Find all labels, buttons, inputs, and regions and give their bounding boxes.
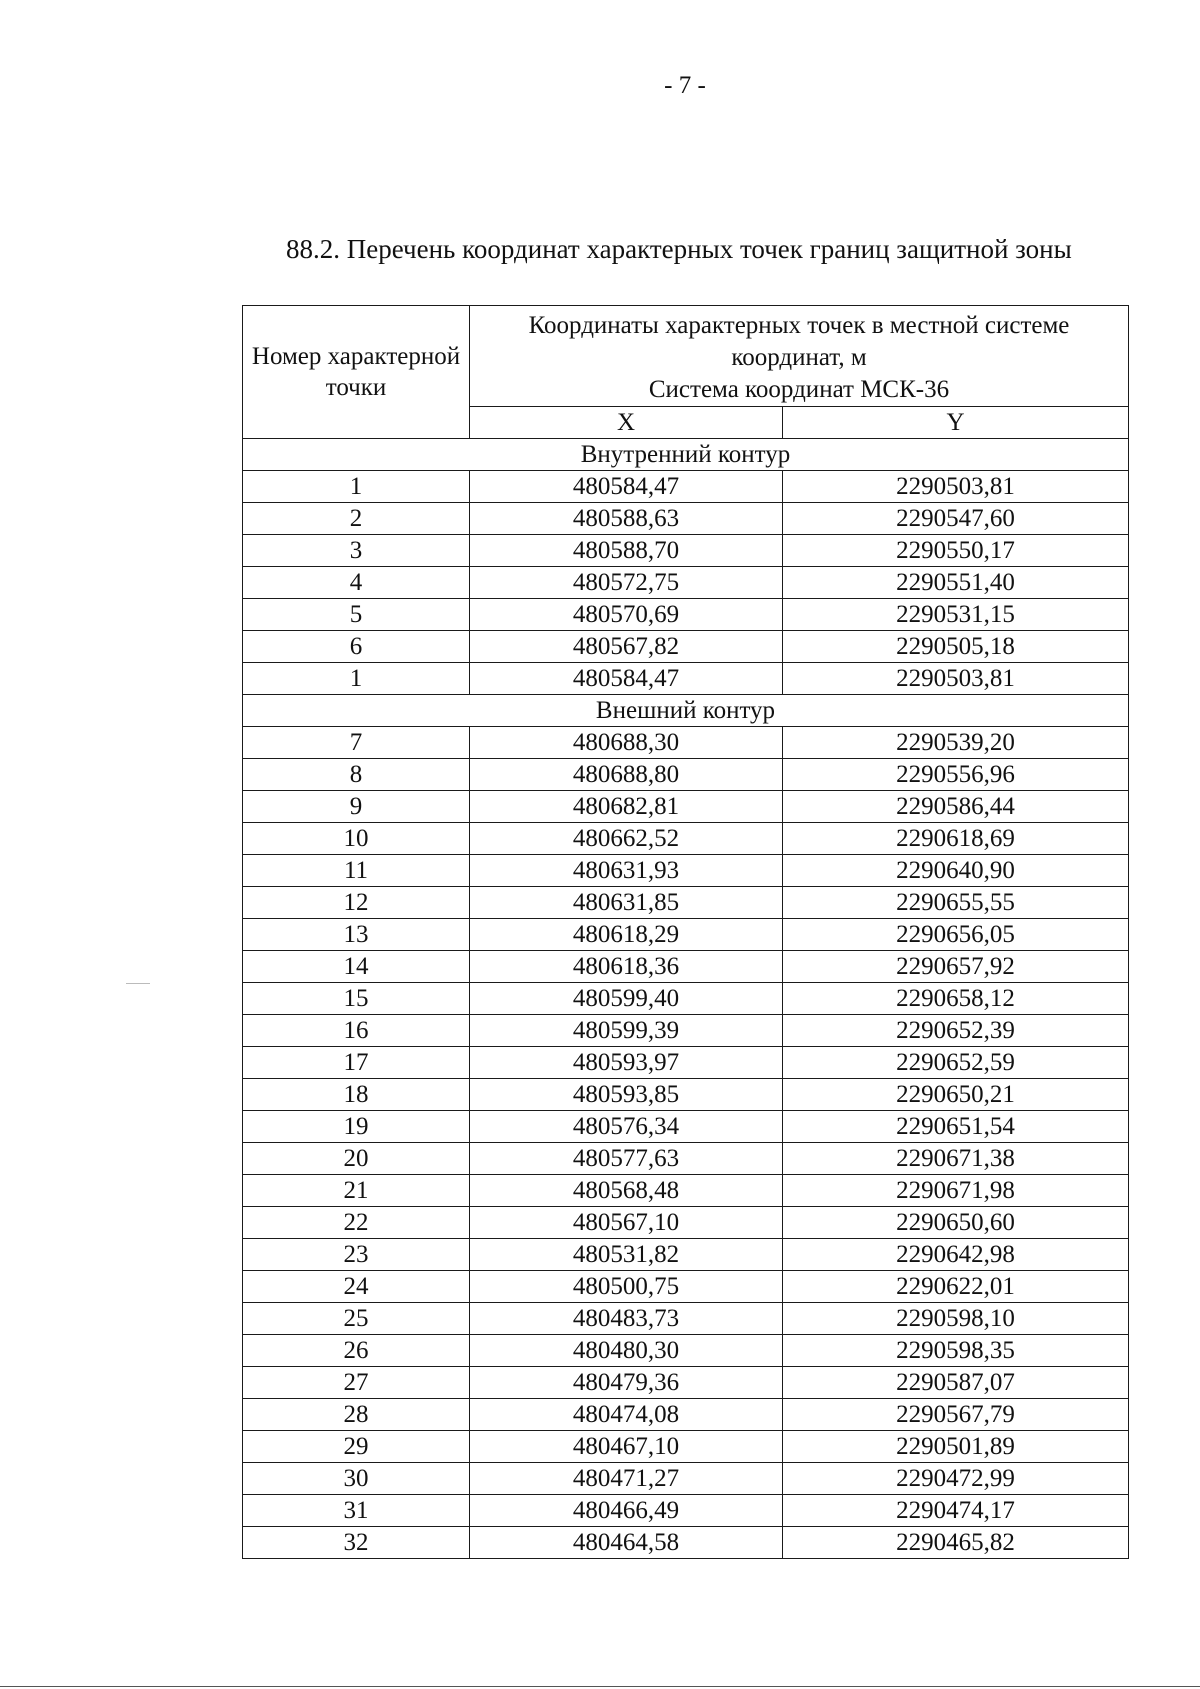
point-number-header: Номер характерной точки — [243, 306, 470, 439]
page-bottom-edge — [0, 1686, 1200, 1687]
table-row — [243, 823, 1129, 855]
table-row — [243, 535, 1129, 567]
table-row — [243, 983, 1129, 1015]
y-coordinate-cell: 2290503,81 — [783, 471, 1129, 503]
scan-mark — [126, 983, 150, 984]
point-number-cell: 29 — [243, 1431, 470, 1463]
table-row — [243, 1143, 1129, 1175]
x-coordinate-cell: 480618,36 — [470, 951, 783, 983]
y-coordinate-cell: 2290539,20 — [783, 727, 1129, 759]
y-coordinate-cell: 2290652,39 — [783, 1015, 1129, 1047]
x-coordinate-cell: 480584,47 — [470, 663, 783, 695]
x-coordinate-cell: 480483,73 — [470, 1303, 783, 1335]
point-number-cell: 1 — [243, 471, 470, 503]
point-number-cell: 11 — [243, 855, 470, 887]
table-row — [243, 1271, 1129, 1303]
x-coordinate-cell: 480688,30 — [470, 727, 783, 759]
y-coordinate-cell: 2290587,07 — [783, 1367, 1129, 1399]
y-coordinate-cell: 2290586,44 — [783, 791, 1129, 823]
point-number-cell: 17 — [243, 1047, 470, 1079]
y-coordinate-cell: 2290567,79 — [783, 1399, 1129, 1431]
x-coordinate-cell: 480631,85 — [470, 887, 783, 919]
point-number-cell: 20 — [243, 1143, 470, 1175]
table-row — [243, 599, 1129, 631]
table-row — [243, 567, 1129, 599]
x-coordinate-cell: 480584,47 — [470, 471, 783, 503]
table-row — [243, 1399, 1129, 1431]
point-number-cell: 22 — [243, 1207, 470, 1239]
y-coordinate-cell: 2290640,90 — [783, 855, 1129, 887]
x-coordinate-cell: 480474,08 — [470, 1399, 783, 1431]
x-coordinate-cell: 480577,63 — [470, 1143, 783, 1175]
table-row — [243, 503, 1129, 535]
table-row — [243, 1239, 1129, 1271]
table-row — [243, 471, 1129, 503]
x-coordinate-cell: 480599,39 — [470, 1015, 783, 1047]
coordinates-header-line-3: Система координат МСК-36 — [648, 376, 950, 403]
y-coordinate-cell: 2290671,38 — [783, 1143, 1129, 1175]
y-coordinate-cell: 2290652,59 — [783, 1047, 1129, 1079]
y-coordinate-cell: 2290465,82 — [783, 1527, 1129, 1559]
table-header-row — [243, 306, 1129, 407]
point-number-cell: 32 — [243, 1527, 470, 1559]
point-number-cell: 30 — [243, 1463, 470, 1495]
point-number-cell: 28 — [243, 1399, 470, 1431]
x-coordinate-cell: 480570,69 — [470, 599, 783, 631]
x-coordinate-cell: 480464,58 — [470, 1527, 783, 1559]
point-number-cell: 27 — [243, 1367, 470, 1399]
coordinates-header — [470, 306, 1129, 407]
x-coordinate-cell: 480567,82 — [470, 631, 783, 663]
table-row — [243, 1495, 1129, 1527]
y-coordinate-cell: 2290650,21 — [783, 1079, 1129, 1111]
point-number-cell: 23 — [243, 1239, 470, 1271]
y-coordinate-cell: 2290642,98 — [783, 1239, 1129, 1271]
table-row — [243, 1431, 1129, 1463]
point-number-cell: 5 — [243, 599, 470, 631]
section-title-cell: Внутренний контур — [243, 439, 1129, 471]
x-coordinate-cell: 480588,63 — [470, 503, 783, 535]
section-title: 88.2. Перечень координат характерных точек границ защитной зоны — [286, 234, 1072, 264]
y-column-header: Y — [783, 407, 1129, 439]
y-coordinate-cell: 2290503,81 — [783, 663, 1129, 695]
point-number-cell: 9 — [243, 791, 470, 823]
x-coordinate-cell: 480531,82 — [470, 1239, 783, 1271]
point-number-cell: 10 — [243, 823, 470, 855]
point-number-cell: 19 — [243, 1111, 470, 1143]
point-number-cell: 4 — [243, 567, 470, 599]
section-header-row — [243, 695, 1129, 727]
page-number: - 7 - — [664, 72, 706, 99]
y-coordinate-cell: 2290598,35 — [783, 1335, 1129, 1367]
y-coordinate-cell: 2290551,40 — [783, 567, 1129, 599]
x-coordinate-cell: 480480,30 — [470, 1335, 783, 1367]
x-coordinate-cell: 480599,40 — [470, 983, 783, 1015]
point-number-cell: 12 — [243, 887, 470, 919]
y-coordinate-cell: 2290550,17 — [783, 535, 1129, 567]
x-column-header: X — [470, 407, 783, 439]
point-number-cell: 14 — [243, 951, 470, 983]
y-coordinate-cell: 2290472,99 — [783, 1463, 1129, 1495]
point-number-cell: 25 — [243, 1303, 470, 1335]
point-number-cell: 21 — [243, 1175, 470, 1207]
table-row — [243, 1335, 1129, 1367]
x-coordinate-cell: 480479,36 — [470, 1367, 783, 1399]
point-number-cell: 6 — [243, 631, 470, 663]
y-coordinate-cell: 2290658,12 — [783, 983, 1129, 1015]
x-coordinate-cell: 480682,81 — [470, 791, 783, 823]
section-header-row — [243, 439, 1129, 471]
y-coordinate-cell: 2290622,01 — [783, 1271, 1129, 1303]
table-row — [243, 919, 1129, 951]
x-coordinate-cell: 480500,75 — [470, 1271, 783, 1303]
coordinates-header-line-1: Координаты характерных точек в местной системе — [528, 312, 1070, 339]
table-row — [243, 759, 1129, 791]
y-coordinate-cell: 2290657,92 — [783, 951, 1129, 983]
y-coordinate-cell: 2290505,18 — [783, 631, 1129, 663]
y-coordinate-cell: 2290618,69 — [783, 823, 1129, 855]
table-row — [243, 663, 1129, 695]
x-coordinate-cell: 480576,34 — [470, 1111, 783, 1143]
y-coordinate-cell: 2290650,60 — [783, 1207, 1129, 1239]
table-row — [243, 855, 1129, 887]
table-row — [243, 1111, 1129, 1143]
y-coordinate-cell: 2290556,96 — [783, 759, 1129, 791]
y-coordinate-cell: 2290501,89 — [783, 1431, 1129, 1463]
table-row — [243, 1527, 1129, 1559]
x-coordinate-cell: 480572,75 — [470, 567, 783, 599]
x-coordinate-cell: 480631,93 — [470, 855, 783, 887]
y-coordinate-cell: 2290655,55 — [783, 887, 1129, 919]
table-row — [243, 1367, 1129, 1399]
point-number-cell: 24 — [243, 1271, 470, 1303]
coordinates-table — [242, 305, 1129, 1559]
point-number-cell: 18 — [243, 1079, 470, 1111]
table-row — [243, 951, 1129, 983]
section-title-cell: Внешний контур — [243, 695, 1129, 727]
point-number-cell: 26 — [243, 1335, 470, 1367]
point-number-cell: 16 — [243, 1015, 470, 1047]
point-number-cell: 8 — [243, 759, 470, 791]
y-coordinate-cell: 2290651,54 — [783, 1111, 1129, 1143]
table-row — [243, 727, 1129, 759]
coordinates-header-line-2: координат, м — [731, 344, 867, 371]
point-number-cell: 1 — [243, 663, 470, 695]
table-row — [243, 1463, 1129, 1495]
y-coordinate-cell: 2290474,17 — [783, 1495, 1129, 1527]
x-coordinate-cell: 480568,48 — [470, 1175, 783, 1207]
point-number-cell: 3 — [243, 535, 470, 567]
table-row — [243, 631, 1129, 663]
x-coordinate-cell: 480593,85 — [470, 1079, 783, 1111]
y-coordinate-cell: 2290598,10 — [783, 1303, 1129, 1335]
y-coordinate-cell: 2290547,60 — [783, 503, 1129, 535]
table-row — [243, 1015, 1129, 1047]
x-coordinate-cell: 480593,97 — [470, 1047, 783, 1079]
x-coordinate-cell: 480588,70 — [470, 535, 783, 567]
x-coordinate-cell: 480662,52 — [470, 823, 783, 855]
y-coordinate-cell: 2290656,05 — [783, 919, 1129, 951]
x-coordinate-cell: 480618,29 — [470, 919, 783, 951]
point-number-cell: 7 — [243, 727, 470, 759]
table-row — [243, 1175, 1129, 1207]
table-row — [243, 1079, 1129, 1111]
y-coordinate-cell: 2290531,15 — [783, 599, 1129, 631]
point-number-cell: 13 — [243, 919, 470, 951]
point-number-cell: 2 — [243, 503, 470, 535]
y-coordinate-cell: 2290671,98 — [783, 1175, 1129, 1207]
x-coordinate-cell: 480466,49 — [470, 1495, 783, 1527]
x-coordinate-cell: 480567,10 — [470, 1207, 783, 1239]
x-coordinate-cell: 480467,10 — [470, 1431, 783, 1463]
table-row — [243, 1303, 1129, 1335]
x-coordinate-cell: 480471,27 — [470, 1463, 783, 1495]
table-row — [243, 1207, 1129, 1239]
x-coordinate-cell: 480688,80 — [470, 759, 783, 791]
point-number-cell: 31 — [243, 1495, 470, 1527]
table-row — [243, 1047, 1129, 1079]
table-row — [243, 791, 1129, 823]
table-row — [243, 887, 1129, 919]
point-number-cell: 15 — [243, 983, 470, 1015]
